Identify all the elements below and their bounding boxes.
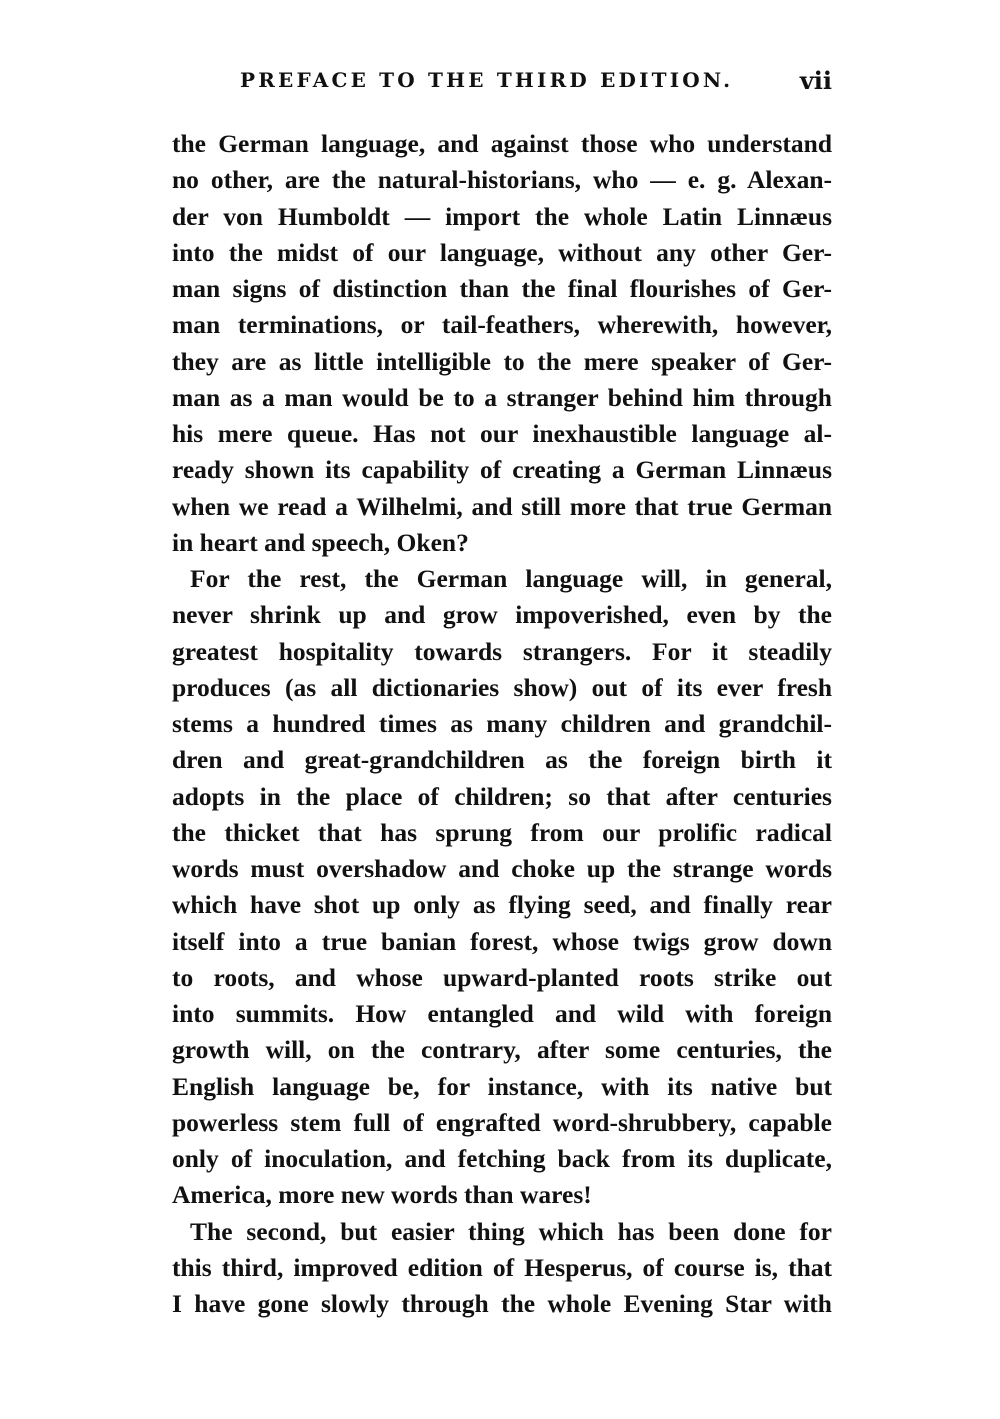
- text-line: produces (as all dictionaries show) out of its ever fresh: [172, 672, 832, 702]
- text-line: adopts in the place of children; so that after centuries: [172, 781, 832, 811]
- text-line: into the midst of our language, without any other Ger-: [172, 237, 832, 267]
- running-title: PREFACE TO THE THIRD EDITION.: [240, 68, 734, 92]
- text-line: growth will, on the contrary, after some centuries, the: [172, 1035, 832, 1065]
- text-line: which have shot up only as flying seed, and finally rear: [172, 890, 832, 920]
- text-line: The second, but easier thing which has been done for: [190, 1216, 832, 1246]
- text-line: der von Humboldt — import the whole Latin Linnæus: [172, 201, 832, 231]
- paragraph: [172, 561, 832, 1214]
- text-line: powerless stem full of engrafted word-shrubbery, capable: [172, 1107, 832, 1137]
- text-line: the thicket that has sprung from our prolific radical: [172, 817, 832, 847]
- text-line: man terminations, or tail-feathers, wherewith, however,: [172, 310, 832, 340]
- text-line: ready shown its capability of creating a German Linnæus: [172, 455, 832, 485]
- text-line: only of inoculation, and fetching back from its duplicate,: [172, 1144, 832, 1173]
- running-header: [172, 68, 832, 104]
- text-line: itself into a true banian forest, whose twigs grow down: [172, 926, 832, 956]
- text-line: they are as little intelligible to the mere speaker of Ger-: [172, 346, 832, 376]
- paragraph: [172, 1214, 832, 1323]
- text-line: greatest hospitality towards strangers. For it steadily: [172, 636, 832, 666]
- text-line: America, more new words than wares!: [172, 1180, 592, 1210]
- text-line: this third, improved edition of Hesperus, of course is, that: [172, 1252, 832, 1282]
- text-line: man signs of distinction than the final flourishes of Ger-: [172, 274, 832, 303]
- text-line: I have gone slowly through the whole Evening Star with: [172, 1289, 832, 1318]
- page-number: vii: [799, 66, 832, 95]
- text-line: stems a hundred times as many children and grandchil-: [172, 709, 832, 738]
- text-line: For the rest, the German language will, in general,: [190, 564, 832, 593]
- text-line: never shrink up and grow impoverished, even by the: [172, 600, 832, 630]
- text-line: when we read a Wilhelmi, and still more that true German: [172, 491, 832, 521]
- text-line: his mere queue. Has not our inexhaustible language al-: [172, 419, 832, 448]
- body-text: [172, 126, 832, 1322]
- text-line: to roots, and whose upward-planted roots strike out: [172, 962, 832, 992]
- text-line: in heart and speech, Oken?: [172, 527, 469, 557]
- text-line: words must overshadow and choke up the strange words: [172, 854, 832, 883]
- text-line: no other, are the natural-historians, who — e. g. Alexan-: [172, 165, 832, 195]
- text-line: English language be, for instance, with its native but: [172, 1071, 832, 1101]
- paragraph: [172, 126, 832, 561]
- text-line: the German language, and against those who understand: [172, 129, 832, 158]
- text-line: man as a man would be to a stranger behind him through: [172, 382, 832, 412]
- text-line: into summits. How entangled and wild with foreign: [172, 999, 832, 1028]
- text-line: dren and great-grandchildren as the foreign birth it: [172, 745, 832, 775]
